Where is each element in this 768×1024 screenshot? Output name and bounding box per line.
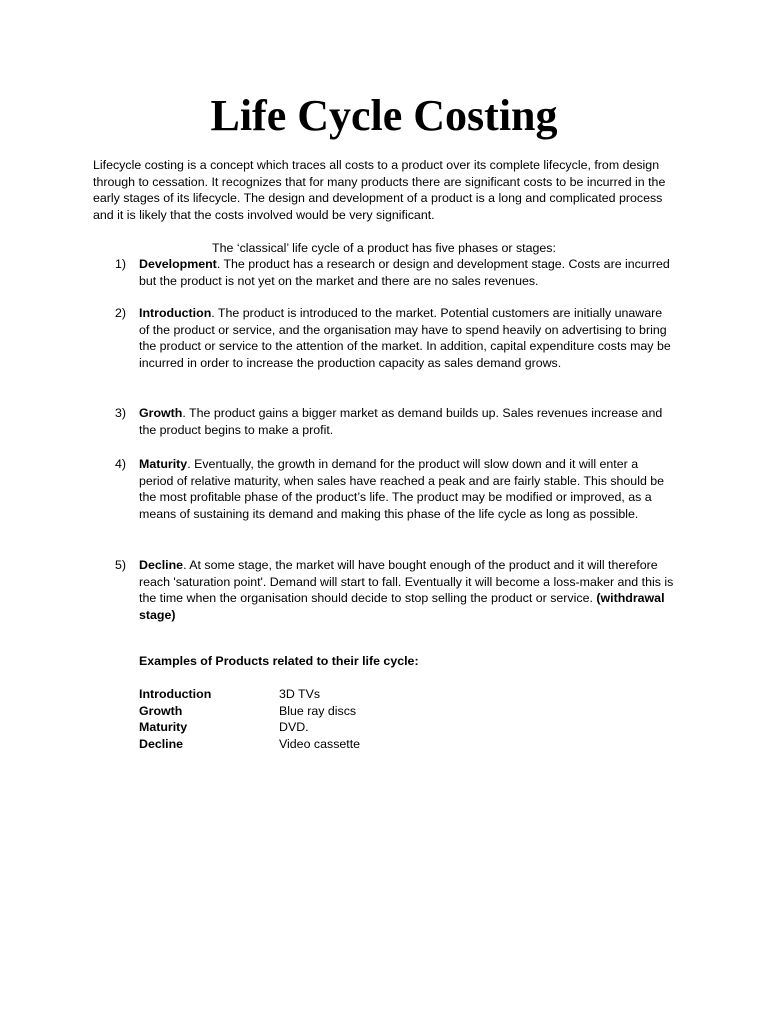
example-product: 3D TVs: [279, 687, 321, 701]
phase-body: [139, 256, 675, 289]
phase-number: 1): [115, 257, 127, 271]
phase-name: Introduction: [139, 306, 212, 320]
phase-name: Maturity: [139, 457, 188, 471]
phase-number: 5): [115, 558, 127, 572]
examples-table: [139, 686, 439, 752]
examples-row: [139, 719, 439, 736]
example-product: DVD.: [279, 720, 309, 734]
phase-number: 4): [115, 457, 127, 471]
example-stage: Introduction: [139, 687, 212, 701]
phase-name: Growth: [139, 406, 183, 420]
phase-suffix: (withdrawal stage): [139, 591, 665, 622]
phase-name: Development: [139, 257, 217, 271]
phase-text: . The product has a research or design and development stage. Costs are incurred but the product is not yet on the market and there are no sales revenues.: [139, 257, 670, 288]
phase-body: [139, 557, 675, 623]
examples-row: [139, 686, 439, 703]
example-product: Blue ray discs: [279, 703, 357, 718]
phases-heading: The ‘classical’ life cycle of a product has five phases or stages:: [212, 241, 556, 255]
phase-text: . The product gains a bigger market as demand builds up. Sales revenues increase and the product begins to make a profit.: [139, 406, 663, 437]
phase-text: . Eventually, the growth in demand for the product will slow down and it will enter a period of relative maturity, when sales have reached a peak and are fairly stable. This should be the most profitable phase of the product’s life. The product may be modified or improved, as a means of sustaining its demand and making this phase of the life cycle as long as possible.: [139, 457, 665, 521]
example-product: Video cassette: [279, 736, 361, 751]
phase-name: Decline: [139, 558, 184, 572]
phase-body: [139, 456, 675, 522]
example-stage: Growth: [139, 703, 183, 718]
example-stage: Decline: [139, 736, 184, 751]
phase-body: [139, 305, 675, 371]
examples-row: [139, 736, 439, 753]
phase-text: . At some stage, the market will have bought enough of the product and it will therefore reach 'saturation point'. Demand will start to fall. Eventually it will become a loss-maker and this is the time when the organisation should decide to stop selling the product or service.: [139, 558, 674, 605]
intro-paragraph: Lifecycle costing is a concept which traces all costs to a product over its complete lifecycle, from design through to cessation. It recognizes that for many products there are significant costs to be incurred in the early stages of its lifecycle. The design and development of a product is a long and complicated process and it is likely that the costs involved would be very significant.: [93, 158, 666, 222]
example-stage: Maturity: [139, 720, 188, 734]
examples-row: [139, 703, 439, 720]
phase-text: . The product is introduced to the market. Potential customers are initially unaware of the product or service, and the organisation may have to spend heavily on advertising to bring the product or service to the attention of the market. In addition, capital expenditure costs may be incurred in order to increase the production capacity as sales demand grows.: [139, 306, 671, 370]
phase-body: [139, 405, 675, 438]
phase-number: 2): [115, 306, 127, 320]
page-title: Life Cycle Costing: [210, 91, 558, 140]
phase-number: 3): [115, 406, 127, 420]
examples-heading: Examples of Products related to their life cycle:: [139, 654, 419, 668]
